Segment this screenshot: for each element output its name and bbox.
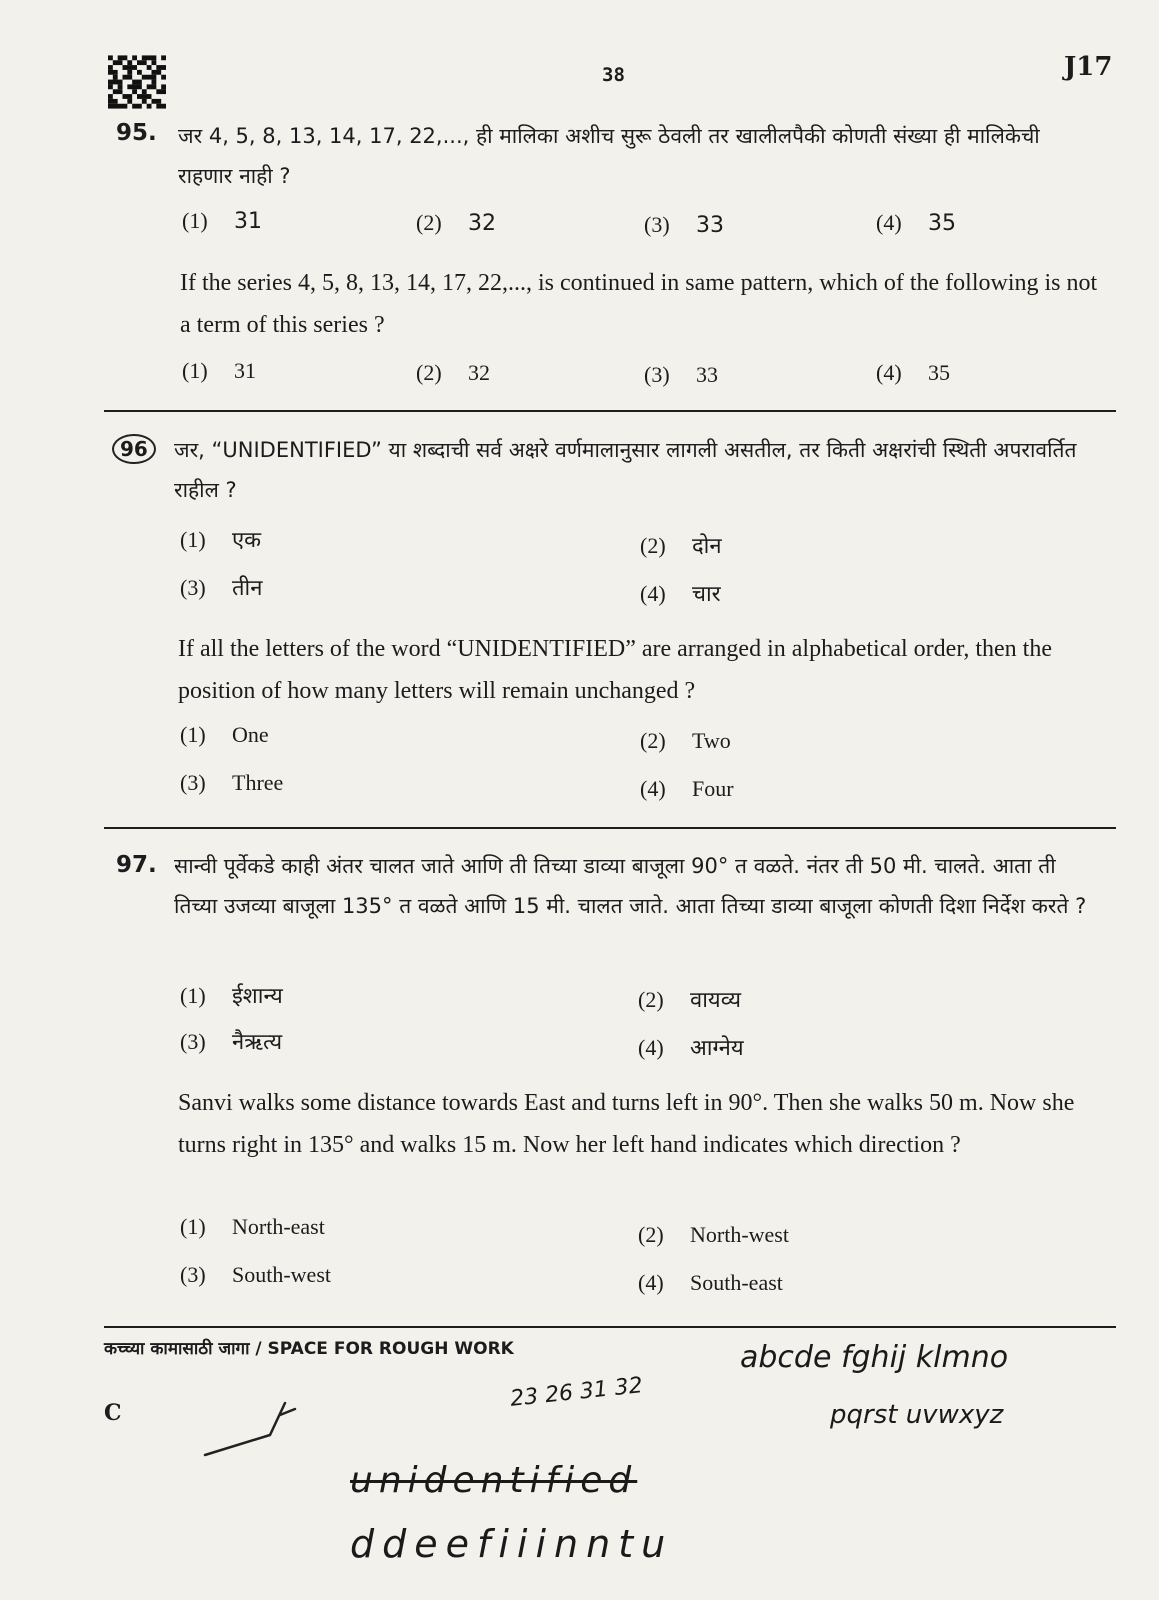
- handwritten-word-crossed: unidentified: [350, 1460, 638, 1501]
- question-number: 95.: [116, 120, 157, 146]
- option: (1) ईशान्य: [180, 983, 283, 1009]
- option: (4) 35: [876, 360, 950, 385]
- option: (3) 33: [644, 212, 724, 238]
- divider: [104, 410, 1116, 412]
- option: (1) One: [180, 722, 269, 747]
- question-text-marathi: सान्वी पूर्वेकडे काही अंतर चालत जाते आणि ती तिच्या डाव्या बाजूला 90° त वळते. नंतर ती 50 मी. चालते. आता ती तिच्या उजव्या बाजूला 135° त वळते आणि 15 मी. चालत जाते. आता तिच्या डाव्या बाजूला कोणती दिशा निर्देश करते ?: [174, 854, 1087, 918]
- handwritten-alphabet-line1: abcde fghij klmno: [740, 1340, 1009, 1375]
- handwritten-numbers: 23 26 31 32: [509, 1373, 644, 1412]
- question-text-english: If the series 4, 5, 8, 13, 14, 17, 22,..., is continued in same pattern, which of the following is not a term of this series ?: [180, 270, 1098, 338]
- pen-scribble-icon: [200, 1395, 320, 1465]
- option: (2) 32: [416, 210, 496, 236]
- rough-work-label: कच्च्या कामासाठी जागा / SPACE FOR ROUGH WORK: [104, 1339, 514, 1359]
- option: (2) Two: [640, 728, 731, 753]
- question-number: 97.: [116, 852, 157, 878]
- divider: [104, 1326, 1116, 1328]
- question-number: 96: [112, 434, 156, 464]
- option: (3) तीन: [180, 575, 263, 601]
- handwritten-alphabet-line2: pqrst uvwxyz: [830, 1400, 1004, 1430]
- option: (3) नैऋत्य: [180, 1029, 283, 1055]
- option: (4) चार: [640, 581, 721, 607]
- divider: [104, 827, 1116, 829]
- page-number: 38: [602, 64, 625, 86]
- option: (4) आग्नेय: [638, 1035, 744, 1061]
- qr-code-icon: [108, 55, 166, 109]
- question-text-marathi: जर, “UNIDENTIFIED” या शब्दाची सर्व अक्षरे वर्णमालानुसार लागली असतील, तर किती अक्षरांची स्थिती अपरावर्तित राहील ?: [174, 438, 1077, 502]
- option: (1) North-east: [180, 1214, 325, 1239]
- option: (4) South-east: [638, 1270, 783, 1295]
- option: (3) 33: [644, 362, 718, 387]
- option: (2) North-west: [638, 1222, 789, 1247]
- booklet-series: C: [104, 1400, 122, 1426]
- question-text-english: If all the letters of the word “UNIDENTIFIED” are arranged in alphabetical order, then the position of how many letters will remain unchanged ?: [178, 636, 1052, 704]
- option: (4) 35: [876, 210, 956, 236]
- option: (4) Four: [640, 776, 734, 801]
- option: (2) 32: [416, 360, 490, 385]
- handwritten-word-sorted: ddeefiiinntu: [350, 1522, 674, 1566]
- option: (3) Three: [180, 770, 284, 795]
- paper-code: J17: [1064, 52, 1113, 82]
- option: (2) वायव्य: [638, 987, 741, 1013]
- option: (1) एक: [180, 527, 262, 553]
- option: (1) 31: [182, 358, 256, 383]
- option: (2) दोन: [640, 533, 722, 559]
- question-text-marathi: जर 4, 5, 8, 13, 14, 17, 22,..., ही मालिका अशीच सुरू ठेवली तर खालीलपैकी कोणती संख्या ही मालिकेची राहणार नाही ?: [178, 124, 1040, 188]
- option: (1) 31: [182, 208, 262, 234]
- question-text-english: Sanvi walks some distance towards East and turns left in 90°. Then she walks 50 m. Now she turns right in 135° and walks 15 m. Now her left hand indicates which direction ?: [178, 1090, 1075, 1158]
- option: (3) South-west: [180, 1262, 331, 1287]
